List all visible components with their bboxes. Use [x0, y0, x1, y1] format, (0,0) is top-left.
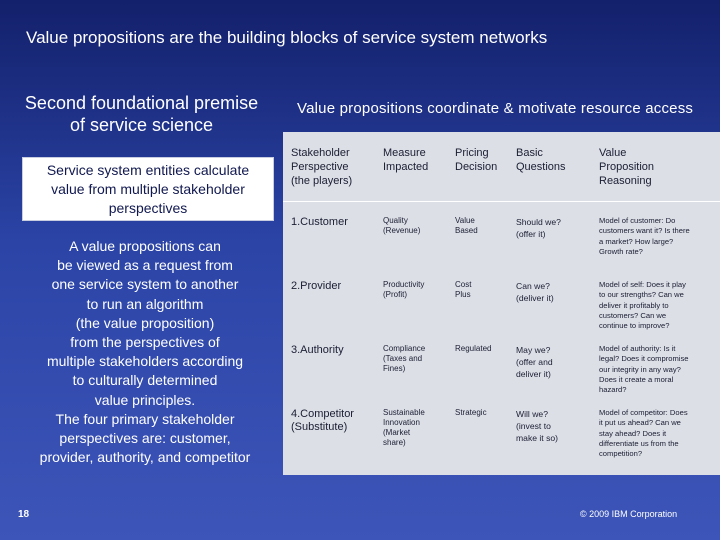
header-line: Perspective: [291, 161, 349, 173]
cell-line: Fines): [383, 364, 406, 373]
cell-line: Innovation: [383, 418, 420, 427]
cell-line: deliver it profitably to: [599, 300, 669, 310]
cell-line: share): [383, 438, 406, 447]
cell-line: Growth rate?: [599, 246, 643, 256]
cell-line: (Revenue): [383, 226, 421, 235]
column-header-questions: [516, 146, 592, 174]
left-body-text: [14, 237, 276, 467]
cell-line: stay ahead? Does it: [599, 428, 667, 438]
cell-line: Will we?: [516, 409, 548, 419]
body-line: value principles.: [94, 391, 196, 408]
cell-line: hazard?: [599, 385, 627, 395]
cell-line: 3.Authority: [291, 344, 344, 356]
cell-line: deliver it): [516, 369, 551, 379]
table-row-authority-measure: [383, 344, 449, 374]
cell-line: (Substitute): [291, 421, 348, 433]
column-header-stakeholder: [291, 146, 373, 188]
table-row-provider-pricing: [455, 280, 511, 300]
table-row-authority-reasoning: [599, 344, 715, 395]
cell-line: differentiate us from the: [599, 438, 679, 448]
cell-line: Can we?: [516, 281, 550, 291]
cell-line: Based: [455, 226, 478, 235]
cell-line: Should we?: [516, 217, 561, 227]
table-row-authority-question: [516, 344, 592, 380]
cell-line: our integrity in any way?: [599, 364, 681, 374]
cell-line: 2.Provider: [291, 280, 342, 292]
table-row-customer-stakeholder: [291, 216, 373, 229]
header-line: Basic: [516, 147, 543, 159]
table-heading: Value propositions coordinate & motivate resource access: [297, 100, 694, 117]
cell-line: Model of customer: Do: [599, 216, 676, 225]
cell-line: (Profit): [383, 290, 407, 299]
cell-line: to our strengths? Can we: [599, 290, 684, 300]
left-heading: [0, 92, 283, 136]
column-header-measure: [383, 146, 449, 174]
cell-line: customers? Can we: [599, 310, 667, 320]
table-row-authority-stakeholder: [291, 344, 373, 357]
header-line: Stakeholder: [291, 147, 350, 159]
cell-line: Plus: [455, 290, 471, 299]
left-heading-line: Second foundational premise: [24, 93, 259, 113]
body-line: one service system to another: [51, 276, 239, 293]
cell-line: legal? Does it compromise: [599, 354, 689, 364]
table-row-provider-reasoning: [599, 280, 715, 331]
cell-line: Model of authority: Is it: [599, 344, 676, 353]
table-row-authority-pricing: [455, 344, 511, 354]
cell-line: (Market: [383, 428, 411, 437]
cell-line: competition?: [599, 449, 643, 459]
column-header-pricing: [455, 146, 511, 174]
body-line: be viewed as a request from: [57, 257, 233, 274]
column-header-reasoning: [599, 146, 715, 188]
cell-line: make it so): [516, 433, 559, 443]
cell-line: Productivity: [383, 280, 425, 289]
body-line: provider, authority, and competitor: [39, 449, 251, 466]
cell-line: (deliver it): [516, 293, 554, 303]
cell-line: 4.Competitor: [291, 408, 354, 420]
cell-line: Cost: [455, 280, 472, 289]
table-row-provider-question: [516, 280, 592, 304]
table-row-customer-reasoning: [599, 216, 715, 257]
body-line: The four primary stakeholder: [55, 410, 235, 427]
cell-line: 1.Customer: [291, 216, 348, 228]
table-row-competitor-pricing: [455, 408, 511, 418]
cell-line: Strategic: [455, 408, 487, 417]
cell-line: Quality: [383, 216, 408, 225]
cell-line: (invest to: [516, 421, 551, 431]
page-number: 18: [18, 509, 30, 520]
table-row-customer-measure: [383, 216, 449, 236]
header-line: Reasoning: [599, 175, 652, 187]
value-proposition-table: [283, 132, 720, 475]
body-line: multiple stakeholders according: [46, 353, 244, 370]
table-row-competitor-question: [516, 408, 592, 444]
cell-line: Sustainable: [383, 408, 425, 417]
entities-callout-text: Service system entities calculate value from multiple stakeholder perspectives: [46, 161, 250, 216]
cell-line: Compliance: [383, 344, 426, 353]
header-line: (the players): [291, 175, 353, 187]
table-row-customer-question: [516, 216, 592, 240]
table-row-provider-measure: [383, 280, 449, 300]
cell-line: Regulated: [455, 344, 492, 353]
body-line: A value propositions can: [69, 238, 221, 254]
body-line: to run an algorithm: [86, 295, 204, 312]
table-row-competitor-reasoning: [599, 408, 715, 459]
row-divider: [283, 201, 720, 202]
header-line: Measure: [383, 147, 426, 159]
table-row-competitor-measure: [383, 408, 449, 448]
cell-line: May we?: [516, 345, 551, 355]
header-line: Value: [599, 147, 627, 159]
cell-line: (Taxes and: [383, 354, 423, 363]
cell-line: Does it create a moral: [599, 374, 674, 384]
table-row-customer-pricing: [455, 216, 511, 236]
cell-line: (offer it): [516, 229, 546, 239]
cell-line: Model of self: Does it play: [599, 280, 686, 289]
body-line: perspectives are: customer,: [59, 430, 231, 447]
table-row-provider-stakeholder: [291, 280, 373, 293]
header-line: Decision: [455, 161, 498, 173]
cell-line: it put us ahead? Can we: [599, 418, 681, 428]
body-line: (the value proposition): [75, 314, 215, 331]
body-line: to culturally determined: [72, 372, 218, 389]
header-line: Impacted: [383, 161, 429, 173]
copyright-notice: © 2009 IBM Corporation: [580, 509, 678, 519]
cell-line: continue to improve?: [599, 321, 670, 331]
header-line: Pricing: [455, 147, 489, 159]
cell-line: a market? How large?: [599, 236, 674, 246]
header-line: Questions: [516, 161, 566, 173]
cell-line: customers want it? Is there: [599, 226, 690, 236]
cell-line: Model of competitor: Does: [599, 408, 688, 417]
left-heading-line: of service science: [69, 115, 214, 135]
cell-line: (offer and: [516, 357, 553, 367]
table-row-competitor-stakeholder: [291, 408, 373, 434]
slide-title: Value propositions are the building blocks of service system networks: [26, 28, 548, 47]
entities-callout-box: [22, 157, 274, 221]
header-line: Proposition: [599, 161, 655, 173]
body-line: from the perspectives of: [70, 334, 220, 351]
cell-line: Value: [455, 216, 475, 225]
